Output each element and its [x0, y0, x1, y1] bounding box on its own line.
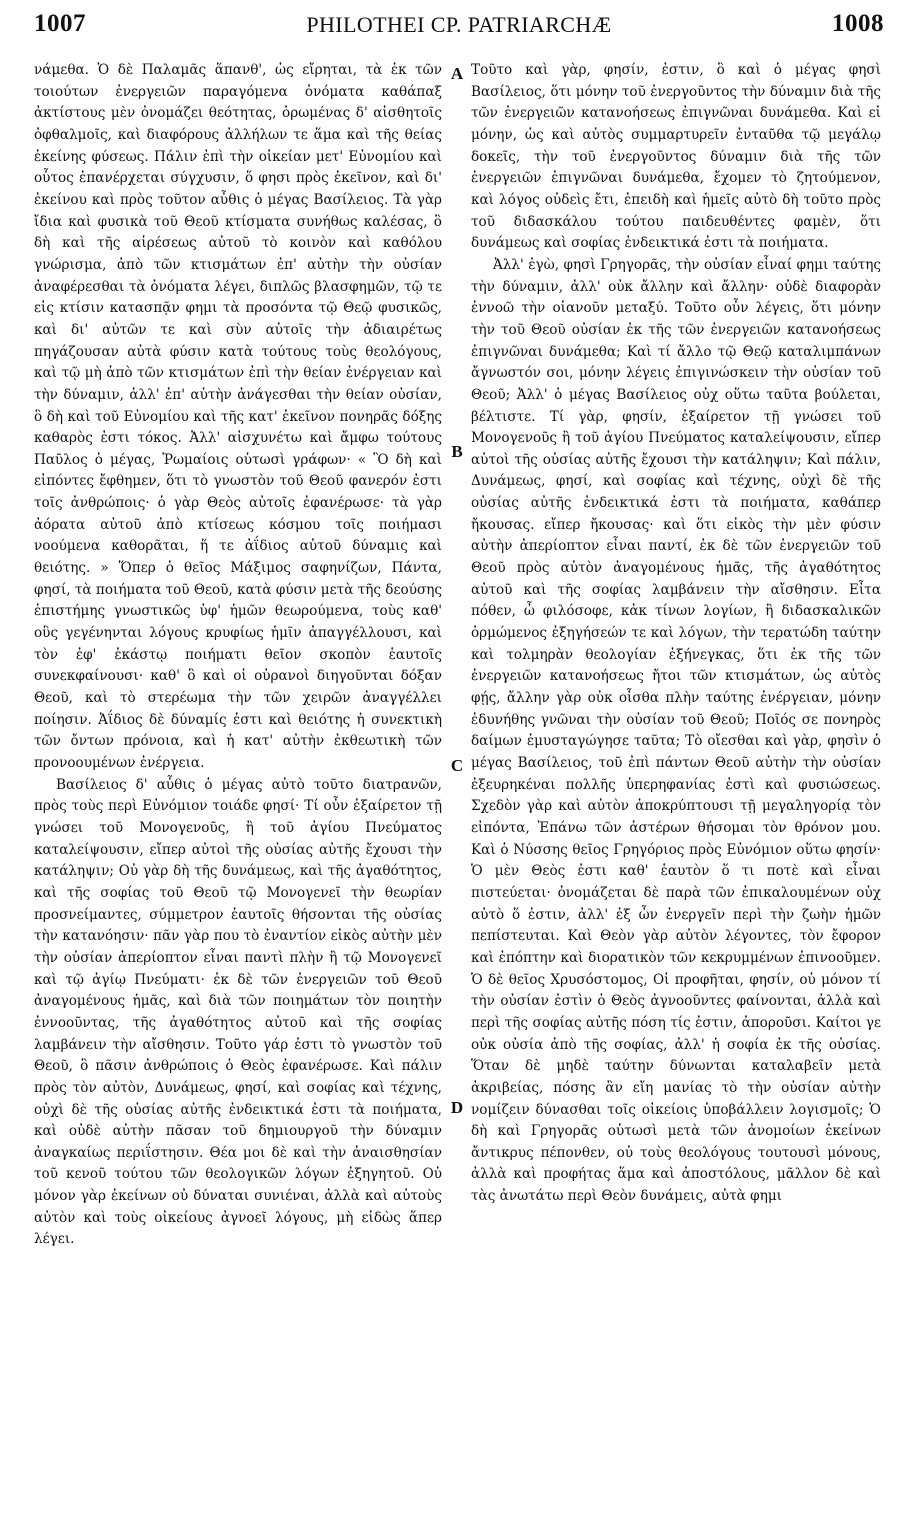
section-marker-c: C [450, 756, 464, 775]
page-header [34, 10, 884, 46]
right-column [471, 60, 881, 1535]
left-paragraph-2: Βασίλειος δ' αὖθις ὁ μέγας αὐτὸ τοῦτο διατρανῶν, πρὸς τοὺς περὶ Εὐνόμιον τοιάδε φησί· Τί οὖν ἐξαίρετον τῇ γνώσει τοῦ Μονογενοῦς, ἢ τοῦ ἁγίου Πνεύματος καταλείψουσιν, εἴπερ αὐτοὶ τῆς οὐσίας αὐτῆς ἔχουσι τὴν κατάληψιν; Οὐ γὰρ δὴ τῆς δυνάμεως, καὶ τῆς ἀγαθότητος, καὶ τῆς σοφίας τοῦ Θεοῦ τῷ Μονογενεῖ τὴν θεωρίαν προσνείμαντες, σύμμετρον ἑαυτοῖς θήσονται τῆς οὐσίας τὴν κατανόησιν· πᾶν γὰρ που τὸ ἐναντίον εἰκὸς αὐτὴν μὲν τὴν οὐσίαν ἀπερίοπτον εἶναι παντὶ πλὴν ἢ τῷ Μονογενεῖ καὶ τῷ ἁγίῳ Πνεύματι· ἐκ δὲ τῶν ἐνεργειῶν τοῦ Θεοῦ ἀναγομένους ἡμᾶς, καὶ διὰ τῶν ποιημάτων τὸν ποιητὴν ἐννοοῦντας, τῆς ἀγαθότητος αὐτοῦ καὶ τῆς σοφίας λαμβάνειν τὴν αἴσθησιν. Τοῦτο γάρ ἐστι τὸ γνωστὸν τοῦ Θεοῦ, ὃ πᾶσιν ἀνθρώποις ὁ Θεὸς ἐφανέρωσε. Καὶ πάλιν πρὸς τὸν αὐτὸν, Δυνάμεως, φησί, καὶ σοφίας καὶ τέχνης, οὐχὶ δὲ τῆς οὐσίας αὐτῆς ἐνδεικτικά ἐστι τὰ ποιήματα, καὶ οὐδὲ αὐτὴν πᾶσαν τοῦ δημιουργοῦ τὴν δύναμιν ἀναγκαίως περιΐστησιν. Θέα μοι δὲ καὶ τὴν ἀναισθησίαν τοῦ κενοῦ τούτου τῶν θεολογικῶν λόγων ἐξηγητοῦ. Οὐ μόνον γὰρ ἐκείνων οὐ δύναται συνιέναι, ἀλλὰ καὶ αὐτοὺς αὐτὸν καὶ τοὺς οἰκείους ἀγνοεῖ λόγους, μὴ εἰδὼς ἅπερ λέγει. [34, 776, 442, 1248]
right-paragraph-1: Τοῦτο καὶ γὰρ, φησίν, ἐστιν, ὃ καὶ ὁ μέγας φησὶ Βασίλειος, ὅτι μόνην τοῦ ἐνεργοῦντος τὴν δύναμιν διὰ τῆς τῶν ἐνεργειῶν κατανοήσεως ἐπιγνῶναι δυνάμεθα. Καὶ εἰ μόνην, ὡς καὶ αὐτὸς συμμαρτυρεῖν ἐνταῦθα τῷ μεγάλῳ δοκεῖς, τὴν τοῦ ἐνεργοῦντος δύναμιν διὰ τῆς τῶν ἐνεργειῶν ἐπιγνῶναι δυνάμεθα, ἔχομεν τὸ ζητούμενον, καὶ λόγος οὐδεὶς ἔτι, ἐπειδὴ καὶ ἡμεῖς αὐτὸ δὴ τοῦτο πρὸς τοῦ διδασκάλου τούτου παιδευθέντες φαμὲν, ὅτι δυνάμεως καὶ σοφίας ἐνδεικτικά ἐστι τὰ ποιήματα. [471, 62, 881, 252]
section-marker-a: A [450, 64, 464, 83]
running-title: PHILOTHEI CP. PATRIARCHÆ [306, 12, 612, 37]
section-marker-d: D [450, 1098, 464, 1117]
left-column [34, 60, 442, 1535]
page-number-left: 1007 [34, 10, 86, 37]
left-paragraph-1: νάμεθα. Ὁ δὲ Παλαμᾶς ἅπανθ', ὡς εἴρηται, τὰ ἐκ τῶν τοιούτων ἐνεργειῶν παραγόμενα ὀνόματα καθάπαξ ἀκτίστους μὲν ὀνομάζει θεότητας, ὁρωμένας δ' αἰσθητοῖς ὀφθαλμοῖς, καὶ διαφόρους ἀλλήλων τε ἅμα καὶ τῆς θείας ἐκείνης φύσεως. Πάλιν ἐπὶ τὴν οἰκείαν μετ' Εὐνομίου καὶ οὗτος ἐπανέρχεται σύγχυσιν, ὅ φησι πρὸς ἐκεῖνον, καὶ δι' ἐκείνου καὶ πρὸς τοῦτον αὖθις ὁ μέγας Βασίλειος. Τὰ γὰρ ἴδια καὶ φυσικὰ τοῦ Θεοῦ κτίσματα συνήθως καλέσας, ὃ δὴ καὶ τῆς αἱρέσεως αὐτοῦ τὸ κοινὸν καὶ καθόλου γνώρισμα, ἀπὸ τῶν κτισμάτων ἐπ' αὐτὴν τὴν οὐσίαν ἀναφέρεσθαι τὰ ὀνόματα λέγει, διπλῶς βλασφημῶν, τῷ τε εἰς κτίσιν κατασπᾷν φημι τὰ προσόντα τῷ Θεῷ φυσικῶς, καὶ δι' αὐτῶν τε καὶ σὺν αὐτοῖς τὴν ἀδιαιρέτως πηγάζουσαν αὐτὰ φύσιν κατὰ τούτους τοὺς θεολόγους, καὶ τῷ μὴ ἀπὸ τῶν κτισμάτων ἐπὶ τὴν θείαν ἐνέργειαν καὶ τὴν δύναμιν, ἀλλ' ἐπ' αὐτὴν ἀνάγεσθαι τὴν θείαν οὐσίαν, ὃ δὴ καὶ τοῦ Εὐνομίου καὶ τῆς κατ' ἐκεῖνον πονηρᾶς δόξης καθαρὸς ἐστι τόκος. Ἀλλ' αἰσχυνέτω καὶ ἄμφω τούτους Παῦλος ὁ μέγας, Ῥωμαίοις οὑτωσὶ γράφων· « Ὃ δὴ καὶ εἰπόντες ἔφθημεν, ὅτι τὸ γνωστὸν τοῦ Θεοῦ φανερόν ἐστι τοῖς ἀνθρώποις· ὁ γὰρ Θεὸς αὐτοῖς ἐφανέρωσε· τὰ γὰρ ἀόρατα αὐτοῦ ἀπὸ κτίσεως κόσμου τοῖς ποιήμασι νοούμενα καθορᾶται, ἥ τε ἀΐδιος αὐτοῦ δύναμις καὶ θειότης. » Ὅπερ ὁ θεῖος Μάξιμος σαφηνίζων, Πάντα, φησί, τὰ ποιήματα τοῦ Θεοῦ, κατὰ φύσιν μετὰ τῆς δεούσης ἐπιστήμης γνωστικῶς ὑφ' ἡμῶν θεωρούμενα, τοὺς καθ' οὓς γεγένηνται λόγους κρυφίως ἡμῖν ἀπαγγέλλουσι, καὶ τὸν ἐφ' ἑκάστῳ ποιήματι θεῖον σκοπὸν ἑαυτοῖς συνεκφαίνουσι· καθ' ὃ καὶ οἱ οὐρανοὶ διηγοῦνται δόξαν Θεοῦ, καὶ τὸ στερέωμα τὴν τῶν χειρῶν ἀναγγέλλει ποίησιν. Ἀΐδιος δὲ δύναμίς ἐστι καὶ θειότης ἡ συνεκτικὴ τῶν ὄντων πρόνοια, καὶ ἡ κατ' αὐτὴν ἐκθεωτικὴ τῶν προνοουμένων ἐνέργεια. [34, 62, 442, 771]
page-number-right: 1008 [832, 10, 884, 37]
section-marker-b: B [451, 442, 463, 461]
right-paragraph-2: Ἀλλ' ἐγὼ, φησὶ Γρηγορᾶς, τὴν οὐσίαν εἶναί φημι ταύτης τὴν δύναμιν, ἀλλ' οὐκ ἄλλην καὶ ἄλλην· οὐδὲ διαφορὰν ἐννοῶ τὴν οἱανοῦν μεταξύ. Τοῦτο οὖν λέγεις, ὅτι μόνην τὴν τοῦ Θεοῦ οὐσίαν ἐκ τῆς τῶν ἐνεργειῶν κατανοήσεως ἐπιγνῶναι δυνάμεθα; Καὶ τί ἄλλο τῷ Θεῷ καταλιμπάνων ἄγνωστόν σοι, μόνην λέγεις ἐπιγινώσκειν τὴν οὐσίαν τοῦ Θεοῦ; Ἀλλ' ὁ μέγας Βασίλειος οὐχ οὕτω ταῦτα βούλεται, βέλτιστε. Τί γὰρ, φησίν, ἐξαίρετον τῇ γνώσει τοῦ Μονογενοῦς ἢ τοῦ ἁγίου Πνεύματος καταλείψουσιν, εἴπερ αὐτοὶ τῆς οὐσίας αὐτῆς ἔχουσι τὴν κατάληψιν; Καὶ πάλιν, Δυνάμεως, φησί, καὶ σοφίας καὶ τέχνης, οὐχὶ δὲ τῆς οὐσίας αὐτῆς ἐνδεικτικά ἐστι τὰ ποιήματα, καθάπερ ἤκουσας. εἴπερ ἤκουσας· καὶ ὅτι εἰκὸς τὴν μὲν φύσιν αὐτὴν ἀπερίοπτον εἶναι παντί, ἐκ δὲ τῶν ἐνεργειῶν τοῦ Θεοῦ πρὸς αὐτὸν ἀναγομένους ἡμᾶς, τῆς ἀγαθότητος αὐτοῦ καὶ τῆς σοφίας λαμβάνειν τὴν αἴσθησιν. Εἶτα πόθεν, ὦ φιλόσοφε, κἀκ τίνων λογίων, ἢ διδασκαλικῶν ὁρμώμενος ἐξηγήσεών τε καὶ λόγων, τὴν τερατώδη ταύτην καὶ τολμηρὰν θεολογίαν ἐξήνεγκας, ὅτι ἐκ τῆς τῶν ἐνεργειῶν κατανοήσεως ἤτοι τῶν κτισμάτων, ὡς αὐτὸς φῄς, ἄλλην γὰρ οὐκ οἶσθα πλὴν ταύτης ἐνέργειαν, μόνην ἐδυνήθης γνῶναι τὴν οὐσίαν τοῦ Θεοῦ; Ποῖός σε πονηρὸς δαίμων ἐμυσταγώγησε ταῦτα; Τὸ οἴεσθαι καὶ γὰρ, φησὶν ὁ μέγας Βασίλειος, τοῦ ἐπὶ πάντων Θεοῦ αὐτὴν τὴν οὐσίαν ἐξευρηκέναι πολλῆς ὑπερηφανίας ἐστὶ καὶ φυσιώσεως. Σχεδὸν γὰρ καὶ αὐτὸν ἀποκρύπτουσι τῇ μεγαληγορίᾳ τὸν εἰπόντα, Ἐπάνω τῶν ἀστέρων θήσομαι τὸν θρόνον μου. Καὶ ὁ Νύσσης θεῖος Γρηγόριος πρὸς Εὐνόμιον οὕτω φησίν· Ὁ μὲν Θεὸς ἐστι καθ' ἑαυτὸν ὅ τι ποτὲ καὶ εἶναι πιστεύεται· ὀνομάζεται δὲ παρὰ τῶν ἐπικαλουμένων οὐχ αὐτὸ ὅ ἐστιν, ἀλλ' ἐξ ὧν ἐνεργεῖν περὶ τὴν ζωὴν ἡμῶν πεπίστευται. Καὶ Θεὸν γὰρ αὐτὸν λέγοντες, τὸν ἔφορον καὶ ἐπόπτην καὶ διορατικὸν τῶν κεκρυμμένων ἐπινοοῦμεν. Ὁ δὲ θεῖος Χρυσόστομος, Οἱ προφῆται, φησίν, οὐ μόνον τί τὴν οὐσίαν ἐστὶν ὁ Θεὸς ἀγνοοῦντες φαίνονται, ἀλλὰ καὶ περὶ τῆς σοφίας αὐτῆς πόση τίς ἐστιν, ἀποροῦσι. Καίτοι γε οὐκ οὐσία ἀπὸ τῆς σοφίας, ἀλλ' ἡ σοφία ἐκ τῆς οὐσίας. Ὅταν δὲ μηδὲ ταύτην δύνωνται καταλαβεῖν μετὰ ἀκριβείας, πόσης ἂν εἴη μανίας τὸ τὴν οὐσίαν αὐτὴν νομίζειν δύνασθαι τοῖς οἰκείοις ὑποβάλλειν λογισμοῖς; Ὁ δὴ καὶ Γρηγορᾶς οὑτωσὶ μετὰ τῶν ἀνομοίων ἐκείνων ἄντικρυς πέπονθεν, οὐ τοὺς θεολόγους τουτουσὶ μόνους, ἀλλὰ καὶ προφήτας ἅμα καὶ ἀποστόλους, μᾶλλον δὲ καὶ τὰς ἀνωτάτω περὶ Θεὸν δυνάμεις, αὐτὰ φημι [471, 256, 881, 1205]
